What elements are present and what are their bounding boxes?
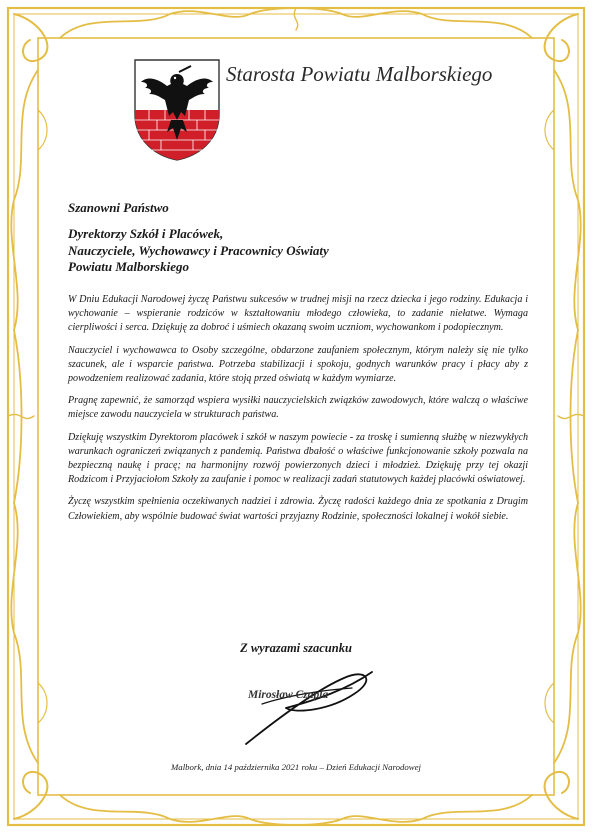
body-paragraph: Życzę wszystkim spełnienia oczekiwanych nadziei i zdrowia. Życzę radości każdego dnia ze spotkania z Drugim Człowiekiem, aby wspólnie budować świat wartości przyjazny Rodzinie, społeczności lokalnej i wokół siebie. xyxy=(68,496,528,522)
body-paragraph: W Dniu Edukacji Narodowej życzę Państwu sukcesów w trudnej misji na rzecz dziecka i jego rodziny. Edukacja i wychowanie – wspieranie rodziców w kształtowaniu młodego człowieka, to zadanie niełatwe. Wymaga cierpliwości i serca. Dziękuję za dobroć i uśmiech okazaną swoim uczniom, wychowankom i podopiecznym. xyxy=(68,294,528,334)
body-paragraph: Pragnę zapewnić, że samorząd wspiera wysiłki nauczycielskich związków zawodowych, które walczą o właściwe miejsce zawodu nauczyciela w strukturach państwa. xyxy=(68,395,528,421)
coat-of-arms-eagle-icon xyxy=(131,56,223,162)
letter-greeting: Szanowni Państwo xyxy=(68,200,169,215)
recipient-line: Dyrektorzy Szkół i Placówek, xyxy=(68,226,224,241)
body-paragraph: Nauczyciel i wychowawca to Osoby szczególne, obdarzone zaufaniem społecznym, którym należy się nie tylko szacunek, ale i wsparcie państwa. Potrzeba stabilizacji i spokoju, godnych warunków pracy i płacy aby z powodzeniem realizować zadania, które stoją przed oświatą w każdym wymiarze. xyxy=(68,344,528,385)
letter-footer: Malbork, dnia 14 października 2021 roku – Dzień Edukacji Narodowej xyxy=(170,762,422,772)
issuer-title: Starosta Powiatu Malborskiego xyxy=(226,62,493,86)
handwritten-signature xyxy=(226,660,396,750)
body-paragraph: Dziękuję wszystkim Dyrektorom placówek i szkół w naszym powiecie - za troskę i sumienną służbę w niezwykłych warunkach ograniczeń związanych z pandemią. Państwa dbałość o właściwe funkcjonowanie szkoły pozwala na bezpieczną naukę i pracę; na harmonijny rozwój powierzonych dzieci i młodzież. Dziękuję przy tej okazji Rodzicom i Przyjaciołom Szkoły za zaufanie i pomoc w realizacji zadań statutowych każdej placówki oświatowej. xyxy=(68,431,528,486)
signatory-name: Mirosław Czapla xyxy=(248,689,329,701)
recipient-line: Powiatu Malborskiego xyxy=(68,259,189,274)
letter-recipients xyxy=(68,226,508,276)
letter-body xyxy=(68,293,528,532)
letter-closing: Z wyrazami szacunku xyxy=(240,641,352,655)
recipient-line: Nauczyciele, Wychowawcy i Pracownicy Oświaty xyxy=(68,242,329,258)
